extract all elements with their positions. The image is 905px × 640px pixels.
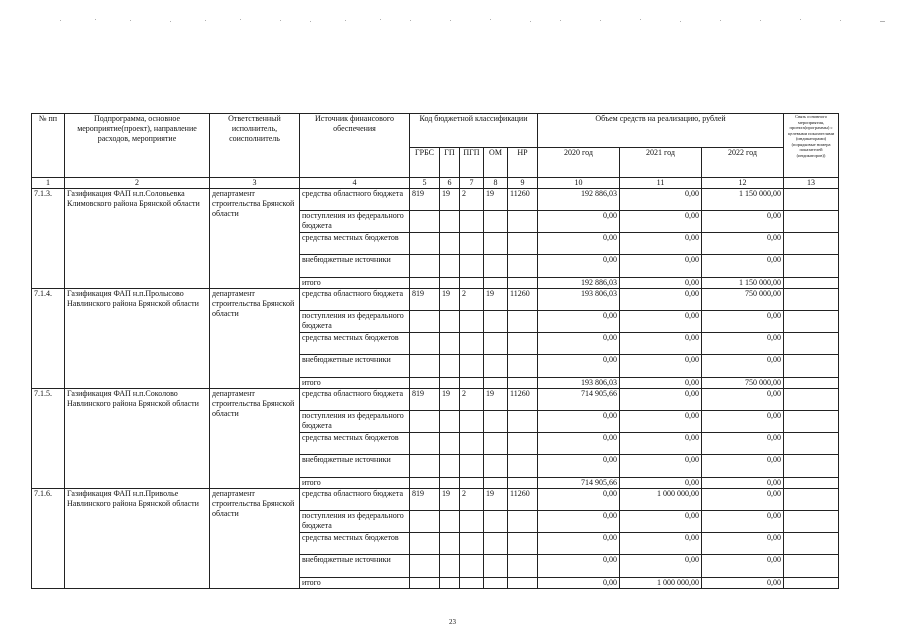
funding-source: поступления из федерального бюджета	[300, 511, 410, 533]
indicator-link	[784, 255, 839, 278]
column-number: 6	[440, 178, 460, 189]
indicator-link	[784, 211, 839, 233]
code-grbs: 819	[410, 289, 440, 311]
code-gp	[440, 433, 460, 455]
amount-2021: 0,00	[620, 555, 702, 578]
amount-2022: 0,00	[702, 433, 784, 455]
amount-2021: 0,00	[620, 233, 702, 255]
code-pgp	[460, 255, 484, 278]
code-pgp	[460, 378, 484, 389]
code-grbs	[410, 511, 440, 533]
header-year: 2020 год	[538, 148, 620, 178]
code-gp	[440, 211, 460, 233]
code-nr	[508, 455, 538, 478]
header-code: ОМ	[484, 148, 508, 178]
amount-2020: 0,00	[538, 355, 620, 378]
code-pgp	[460, 333, 484, 355]
amount-2020: 0,00	[538, 255, 620, 278]
code-grbs	[410, 433, 440, 455]
funding-source: средства областного бюджета	[300, 289, 410, 311]
amount-2022: 0,00	[702, 355, 784, 378]
code-grbs	[410, 255, 440, 278]
code-pgp	[460, 355, 484, 378]
code-nr	[508, 555, 538, 578]
code-gp	[440, 555, 460, 578]
amount-2021: 0,00	[620, 189, 702, 211]
code-om	[484, 333, 508, 355]
header-code: НР	[508, 148, 538, 178]
code-grbs	[410, 278, 440, 289]
code-pgp: 2	[460, 189, 484, 211]
funding-source: средства местных бюджетов	[300, 433, 410, 455]
code-om	[484, 433, 508, 455]
code-nr	[508, 578, 538, 589]
amount-2021: 0,00	[620, 389, 702, 411]
measure-name: Газификация ФАП н.п.Соколово Навлинского района Брянской области	[65, 389, 210, 489]
funding-source: поступления из федерального бюджета	[300, 311, 410, 333]
code-nr	[508, 433, 538, 455]
indicator-link	[784, 433, 839, 455]
header-code: ГП	[440, 148, 460, 178]
code-gp	[440, 533, 460, 555]
code-nr	[508, 378, 538, 389]
code-om	[484, 511, 508, 533]
funding-source: итого	[300, 578, 410, 589]
funding-source: внебюджетные источники	[300, 455, 410, 478]
indicator-link	[784, 411, 839, 433]
code-nr	[508, 511, 538, 533]
column-number: 4	[300, 178, 410, 189]
code-pgp	[460, 533, 484, 555]
funding-source: итого	[300, 378, 410, 389]
header-code: ГРБС	[410, 148, 440, 178]
amount-2020: 193 806,03	[538, 289, 620, 311]
code-gp	[440, 255, 460, 278]
amount-2020: 0,00	[538, 578, 620, 589]
amount-2021: 0,00	[620, 378, 702, 389]
amount-2022: 0,00	[702, 555, 784, 578]
amount-2022: 0,00	[702, 478, 784, 489]
amount-2022: 0,00	[702, 411, 784, 433]
measure-name: Газификация ФАП н.п.Приволье Навлинского района Брянской области	[65, 489, 210, 589]
column-number: 10	[538, 178, 620, 189]
indicator-link	[784, 333, 839, 355]
code-om	[484, 378, 508, 389]
code-om	[484, 278, 508, 289]
code-gp	[440, 311, 460, 333]
code-pgp: 2	[460, 389, 484, 411]
indicator-link	[784, 389, 839, 411]
amount-2022: 0,00	[702, 511, 784, 533]
amount-2020: 0,00	[538, 533, 620, 555]
code-nr	[508, 333, 538, 355]
code-pgp	[460, 433, 484, 455]
indicator-link	[784, 478, 839, 489]
funding-source: внебюджетные источники	[300, 255, 410, 278]
code-pgp	[460, 455, 484, 478]
header-year: 2022 год	[702, 148, 784, 178]
code-nr	[508, 411, 538, 433]
code-gp: 19	[440, 389, 460, 411]
code-om	[484, 478, 508, 489]
code-gp: 19	[440, 489, 460, 511]
row-index: 7.1.6.	[32, 489, 65, 589]
code-grbs	[410, 311, 440, 333]
code-om	[484, 578, 508, 589]
funding-source: средства местных бюджетов	[300, 533, 410, 555]
code-nr	[508, 478, 538, 489]
code-nr: 11260	[508, 189, 538, 211]
code-om	[484, 455, 508, 478]
indicator-link	[784, 533, 839, 555]
amount-2022: 0,00	[702, 211, 784, 233]
code-om: 19	[484, 389, 508, 411]
indicator-link	[784, 378, 839, 389]
code-gp: 19	[440, 189, 460, 211]
indicator-link	[784, 355, 839, 378]
code-grbs	[410, 355, 440, 378]
amount-2022: 0,00	[702, 233, 784, 255]
code-om	[484, 355, 508, 378]
code-gp: 19	[440, 289, 460, 311]
indicator-link	[784, 511, 839, 533]
header-no: № пп	[32, 114, 65, 178]
page-number: 23	[449, 618, 456, 626]
column-number: 12	[702, 178, 784, 189]
code-gp	[440, 455, 460, 478]
code-pgp: 2	[460, 289, 484, 311]
amount-2021: 0,00	[620, 478, 702, 489]
code-om	[484, 233, 508, 255]
header-sources: Источник финансового обеспечения	[300, 114, 410, 178]
table-row	[32, 289, 839, 311]
code-pgp	[460, 311, 484, 333]
column-number: 13	[784, 178, 839, 189]
funding-source: средства областного бюджета	[300, 189, 410, 211]
table-row	[32, 389, 839, 411]
amount-2020: 0,00	[538, 555, 620, 578]
code-gp	[440, 333, 460, 355]
code-gp	[440, 478, 460, 489]
indicator-link	[784, 278, 839, 289]
code-grbs	[410, 211, 440, 233]
header-link: Связь основного мероприятия, проекта(программы) с целевыми показателями (индикаторами) (порядковые номера показателей (индикаторов))	[784, 114, 839, 178]
amount-2020: 0,00	[538, 333, 620, 355]
column-number: 8	[484, 178, 508, 189]
funding-source: поступления из федерального бюджета	[300, 211, 410, 233]
code-om: 19	[484, 489, 508, 511]
amount-2021: 0,00	[620, 455, 702, 478]
amount-2020: 0,00	[538, 311, 620, 333]
code-om	[484, 211, 508, 233]
code-grbs	[410, 533, 440, 555]
code-pgp	[460, 478, 484, 489]
code-nr	[508, 211, 538, 233]
amount-2020: 0,00	[538, 433, 620, 455]
code-gp	[440, 233, 460, 255]
code-nr: 11260	[508, 289, 538, 311]
code-gp	[440, 378, 460, 389]
amount-2020: 0,00	[538, 211, 620, 233]
amount-2022: 0,00	[702, 389, 784, 411]
amount-2021: 0,00	[620, 533, 702, 555]
column-number: 1	[32, 178, 65, 189]
header-code: ПГП	[460, 148, 484, 178]
code-gp	[440, 355, 460, 378]
indicator-link	[784, 578, 839, 589]
code-grbs: 819	[410, 189, 440, 211]
amount-2020: 192 886,03	[538, 189, 620, 211]
code-om	[484, 311, 508, 333]
amount-2022: 0,00	[702, 533, 784, 555]
funding-source: итого	[300, 478, 410, 489]
indicator-link	[784, 455, 839, 478]
measure-name: Газификация ФАП н.п.Пролысово Навлинского района Брянской области	[65, 289, 210, 389]
code-grbs	[410, 378, 440, 389]
funding-source: внебюджетные источники	[300, 355, 410, 378]
table-row	[32, 489, 839, 511]
code-grbs	[410, 411, 440, 433]
amount-2022: 0,00	[702, 311, 784, 333]
amount-2022: 0,00	[702, 489, 784, 511]
code-nr	[508, 255, 538, 278]
amount-2020: 192 886,03	[538, 278, 620, 289]
code-gp	[440, 578, 460, 589]
amount-2021: 0,00	[620, 333, 702, 355]
amount-2022: 1 150 000,00	[702, 189, 784, 211]
code-om	[484, 255, 508, 278]
amount-2020: 0,00	[538, 411, 620, 433]
amount-2021: 0,00	[620, 511, 702, 533]
indicator-link	[784, 311, 839, 333]
table-row	[32, 189, 839, 211]
measure-name: Газификация ФАП н.п.Соловьевка Климовского района Брянской области	[65, 189, 210, 289]
code-nr: 11260	[508, 489, 538, 511]
responsible-executor: департамент строительства Брянской области	[210, 189, 300, 289]
column-number: 5	[410, 178, 440, 189]
code-om	[484, 533, 508, 555]
header-volume: Объем средств на реализацию, рублей	[538, 114, 784, 148]
code-grbs	[410, 333, 440, 355]
code-grbs	[410, 455, 440, 478]
code-nr	[508, 233, 538, 255]
row-index: 7.1.4.	[32, 289, 65, 389]
code-om: 19	[484, 289, 508, 311]
code-om	[484, 411, 508, 433]
funding-source: поступления из федерального бюджета	[300, 411, 410, 433]
amount-2020: 0,00	[538, 489, 620, 511]
amount-2022: 0,00	[702, 455, 784, 478]
indicator-link	[784, 189, 839, 211]
row-index: 7.1.5.	[32, 389, 65, 489]
header-responsible: Ответственный исполнитель, соисполнитель	[210, 114, 300, 178]
code-gp	[440, 411, 460, 433]
column-number: 2	[65, 178, 210, 189]
code-gp	[440, 511, 460, 533]
code-nr	[508, 311, 538, 333]
indicator-link	[784, 289, 839, 311]
amount-2021: 1 000 000,00	[620, 578, 702, 589]
responsible-executor: департамент строительства Брянской области	[210, 389, 300, 489]
amount-2022: 750 000,00	[702, 378, 784, 389]
funding-source: средства областного бюджета	[300, 489, 410, 511]
amount-2021: 0,00	[620, 255, 702, 278]
column-number: 9	[508, 178, 538, 189]
responsible-executor: департамент строительства Брянской области	[210, 289, 300, 389]
code-nr	[508, 533, 538, 555]
amount-2022: 1 150 000,00	[702, 278, 784, 289]
amount-2021: 1 000 000,00	[620, 489, 702, 511]
scan-noise-dots	[0, 0, 905, 40]
code-grbs: 819	[410, 389, 440, 411]
funding-source: средства местных бюджетов	[300, 233, 410, 255]
code-nr	[508, 355, 538, 378]
funding-source: средства областного бюджета	[300, 389, 410, 411]
amount-2022: 0,00	[702, 578, 784, 589]
code-grbs: 819	[410, 489, 440, 511]
code-pgp	[460, 278, 484, 289]
code-grbs	[410, 555, 440, 578]
indicator-link	[784, 555, 839, 578]
amount-2021: 0,00	[620, 211, 702, 233]
code-grbs	[410, 578, 440, 589]
header-year: 2021 год	[620, 148, 702, 178]
row-index: 7.1.3.	[32, 189, 65, 289]
indicator-link	[784, 489, 839, 511]
amount-2021: 0,00	[620, 411, 702, 433]
amount-2020: 193 806,03	[538, 378, 620, 389]
budget-table	[31, 113, 839, 589]
header-budget-code: Код бюджетной классификации	[410, 114, 538, 148]
amount-2020: 0,00	[538, 233, 620, 255]
amount-2022: 0,00	[702, 255, 784, 278]
responsible-executor: департамент строительства Брянской области	[210, 489, 300, 589]
funding-source: внебюджетные источники	[300, 555, 410, 578]
code-nr	[508, 278, 538, 289]
amount-2021: 0,00	[620, 311, 702, 333]
code-pgp	[460, 555, 484, 578]
code-gp	[440, 278, 460, 289]
amount-2020: 0,00	[538, 455, 620, 478]
column-number: 11	[620, 178, 702, 189]
code-pgp	[460, 578, 484, 589]
column-number: 7	[460, 178, 484, 189]
amount-2021: 0,00	[620, 289, 702, 311]
code-om	[484, 555, 508, 578]
column-number: 3	[210, 178, 300, 189]
indicator-link	[784, 233, 839, 255]
code-pgp	[460, 233, 484, 255]
amount-2020: 714 905,66	[538, 478, 620, 489]
code-pgp	[460, 511, 484, 533]
funding-source: средства местных бюджетов	[300, 333, 410, 355]
funding-source: итого	[300, 278, 410, 289]
code-grbs	[410, 233, 440, 255]
amount-2020: 0,00	[538, 511, 620, 533]
header-program: Подпрограмма, основное мероприятие(проект), направление расходов, мероприятие	[65, 114, 210, 178]
code-pgp	[460, 211, 484, 233]
amount-2020: 714 905,66	[538, 389, 620, 411]
code-grbs	[410, 478, 440, 489]
code-om: 19	[484, 189, 508, 211]
amount-2022: 0,00	[702, 333, 784, 355]
code-nr: 11260	[508, 389, 538, 411]
amount-2021: 0,00	[620, 278, 702, 289]
amount-2021: 0,00	[620, 433, 702, 455]
code-pgp: 2	[460, 489, 484, 511]
amount-2022: 750 000,00	[702, 289, 784, 311]
code-pgp	[460, 411, 484, 433]
amount-2021: 0,00	[620, 355, 702, 378]
